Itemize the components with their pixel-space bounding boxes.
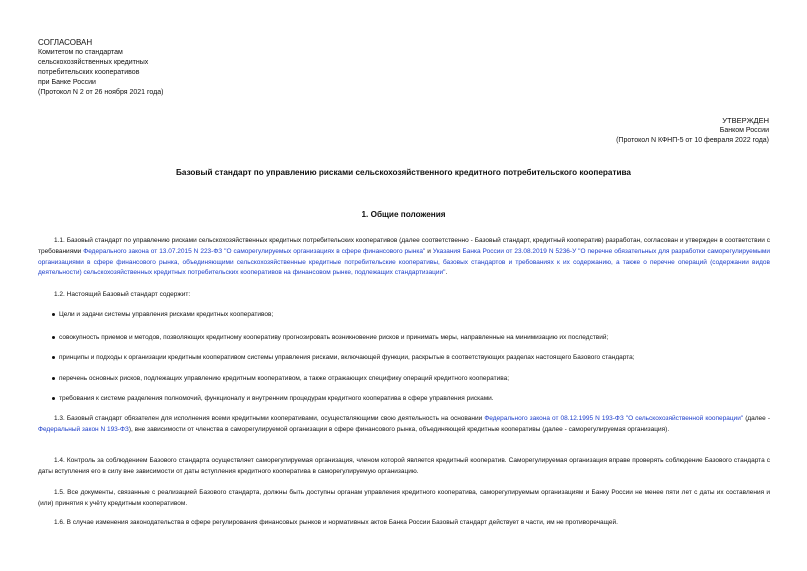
list-item-text: принципы и подходы к организации кредитным кооперативом системы управления рисками, включающей функции, раскрытые в соответствующих разделах настоящего Базового стандарта; bbox=[59, 354, 635, 361]
list-item bbox=[52, 374, 770, 384]
paragraph-1-1 bbox=[38, 236, 770, 279]
bullet-icon bbox=[52, 336, 55, 339]
bullet-icon bbox=[52, 397, 55, 400]
law-193-short-link[interactable]: Федеральный закон N 193-ФЗ bbox=[38, 425, 129, 433]
approval-line: при Банке России bbox=[38, 79, 96, 86]
paragraph-text: и bbox=[425, 247, 433, 255]
confirmation-line: (Протокол N КФНП-5 от 10 февраля 2022 года) bbox=[616, 137, 769, 144]
approval-line: потребительских кооперативов bbox=[38, 69, 140, 76]
document-title: Базовый стандарт по управлению рисками сельскохозяйственного кредитного потребительского кооператива bbox=[176, 168, 631, 177]
confirmation-block bbox=[616, 116, 769, 146]
list-item bbox=[52, 353, 770, 363]
bullet-icon bbox=[52, 356, 55, 359]
paragraph-text: . bbox=[445, 269, 448, 277]
approval-line: Комитетом по стандартам bbox=[38, 49, 123, 56]
paragraph-text: ), вне зависимости от членства в саморегулируемой организации в сфере финансового рынка, объединяющей кредитные кооперативы (далее - саморегулируемая организация). bbox=[128, 425, 670, 433]
confirmation-heading: УТВЕРЖДЕН bbox=[722, 116, 769, 125]
list-item-text: перечень основных рисков, подлежащих управлению кредитным кооперативом, а также отражающих специфику операций кредитного кооператива; bbox=[59, 375, 510, 382]
paragraph-1-6 bbox=[38, 518, 770, 529]
approval-line: (Протокол N 2 от 26 ноября 2021 года) bbox=[38, 89, 164, 96]
paragraph-text: 1.2. Настоящий Базовый стандарт содержит: bbox=[54, 291, 191, 298]
ukazanie-5236-link[interactable]: Указания Банка России от 23.08.2019 N 5236-У "О перечне обязательных для разработки саморегулируемыми организациями в сфере финансового рынка, объединяющими сельскохозяйственные кредитные потребительские кооперативы, базовых стандартов и требованиях к их содержанию, а также о перечне операций (содержании видов деятельности) сельскохозяйственных кредитных потребительских кооперативов на финансовом рынке, подлежащих стандартизации" bbox=[38, 247, 770, 277]
paragraph-1-2 bbox=[38, 290, 770, 301]
list-item bbox=[52, 310, 770, 320]
list-item bbox=[52, 333, 770, 343]
paragraph-1-4 bbox=[38, 456, 770, 478]
list-item-text: требования к системе разделения полномочий, функционалу и внутренним процедурам кредитного кооператива в сфере управления рисками. bbox=[59, 395, 494, 402]
paragraph-1-3 bbox=[38, 414, 770, 436]
law-193-link[interactable]: Федерального закона от 08.12.1995 N 193-ФЗ "О сельскохозяйственной кооперации" bbox=[484, 415, 744, 422]
paragraph-text: 1.6. В случае изменения законодательства в сфере регулирования финансовых рынков и нормативных актов Банка России Базовый стандарт действует в части, им не противоречащей. bbox=[54, 519, 618, 526]
list-item-text: совокупность приемов и методов, позволяющих кредитному кооперативу прогнозировать возникновение рисков и принимать меры, направленные на минимизацию их последствий; bbox=[59, 334, 609, 341]
paragraph-text: 1.1. Базовый стандарт по управлению рисками сельскохозяйственных кредитных потребительских кооперативов (далее соответственно - Базовый стандарт, кредитный кооператив) разработан, согласован и утвержден в соответствии с требованиями bbox=[38, 237, 770, 255]
paragraph-1-5 bbox=[38, 488, 770, 510]
bullet-icon bbox=[52, 377, 55, 380]
section-title: 1. Общие положения bbox=[361, 210, 446, 219]
confirmation-line: Банком России bbox=[719, 127, 769, 134]
approval-block bbox=[38, 37, 163, 98]
law-223-link[interactable]: Федерального закона от 13.07.2015 N 223-ФЗ "О саморегулируемых организациях в сфере финансового рынка" bbox=[83, 247, 426, 255]
paragraph-text: (далее - bbox=[743, 415, 771, 422]
list-item-text: Цели и задачи системы управления рисками кредитных кооперативов; bbox=[59, 311, 274, 318]
approval-line: сельскохозяйственных кредитных bbox=[38, 59, 149, 66]
paragraph-text: 1.3. Базовый стандарт обязателен для исполнения всеми кредитными кооперативами, осуществляющими свою деятельность на основании bbox=[54, 415, 485, 422]
bullet-icon bbox=[52, 313, 55, 316]
list-item bbox=[52, 394, 770, 404]
paragraph-text: 1.4. Контроль за соблюдением Базового стандарта осуществляет саморегулируемая организация, членом которой является кредитный кооператив. Саморегулируемая организация вправе проверять соблюдение Базового стандарта с даты вступления его в силу вне зависимости от даты вступления кредитного кооператива в саморегулируемую организацию. bbox=[38, 457, 770, 475]
paragraph-text: 1.5. Все документы, связанные с реализацией Базового стандарта, должны быть доступны органам управления кредитного кооператива, саморегулируемым организациям и Банку России не менее пяти лет с даты их составления и (или) принятия к учёту кредитным кооперативом. bbox=[38, 489, 770, 507]
approval-heading: СОГЛАСОВАН bbox=[38, 38, 93, 47]
